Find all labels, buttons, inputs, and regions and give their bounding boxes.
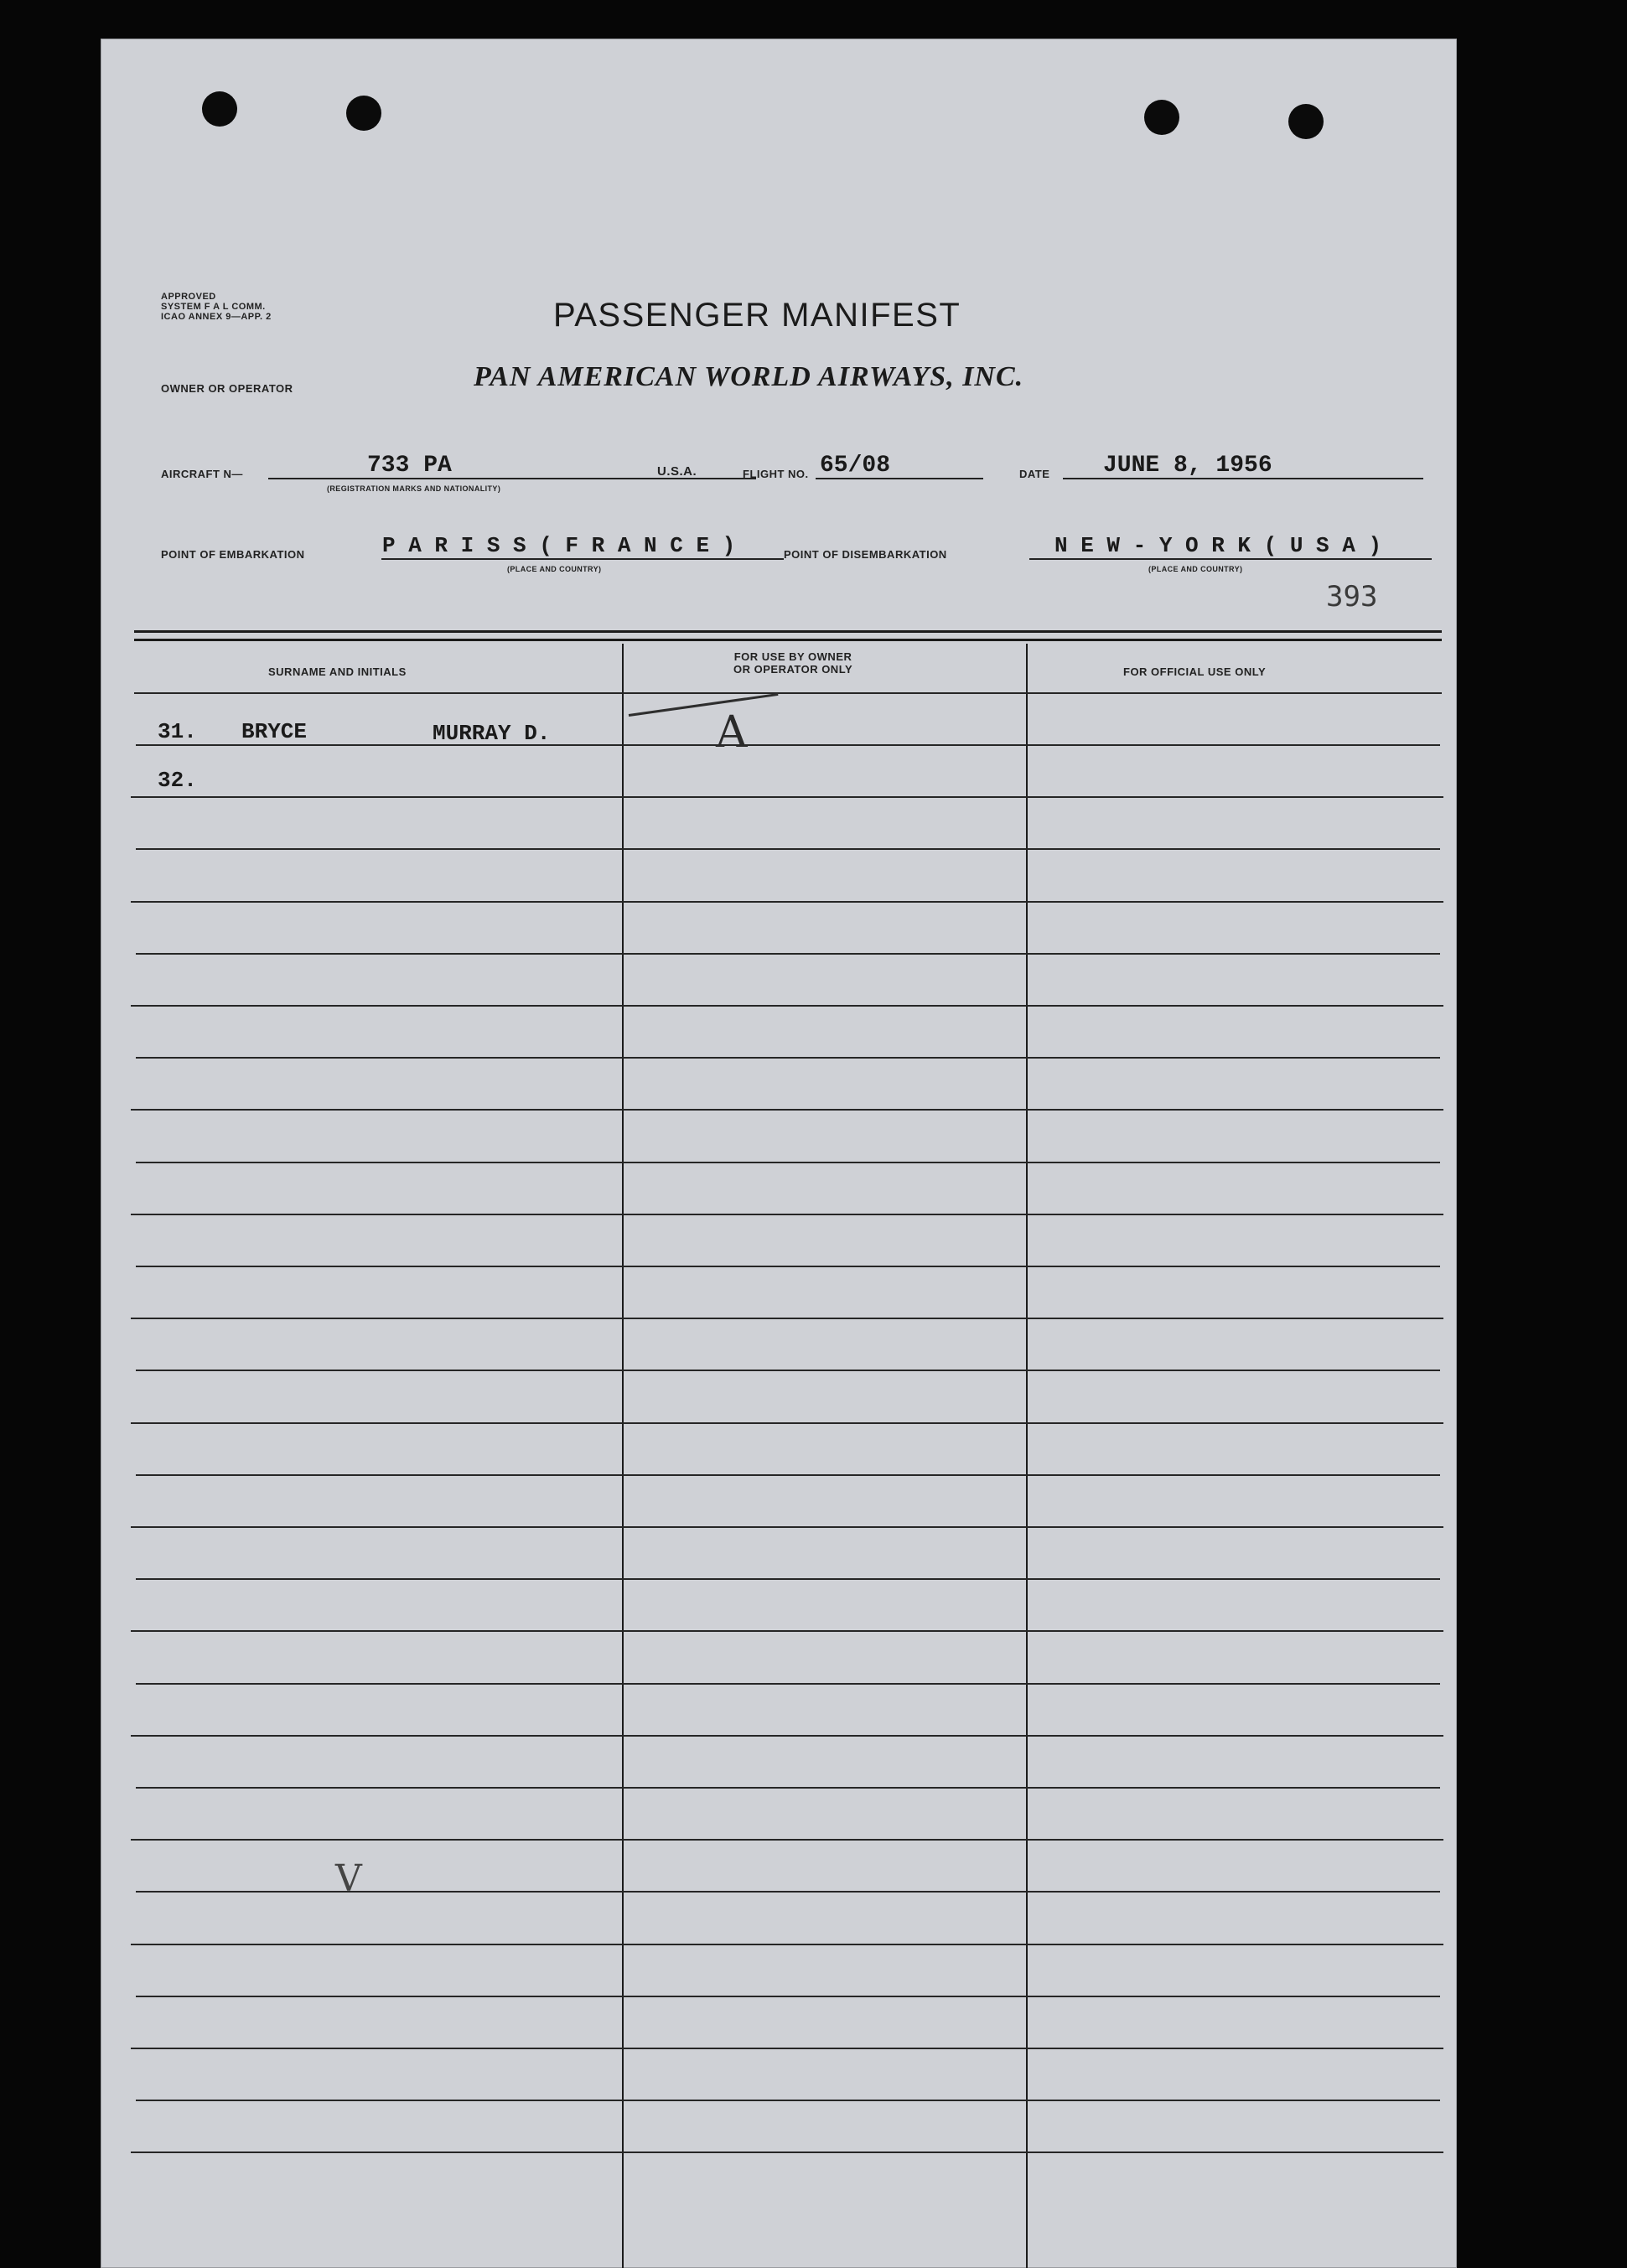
- manifest-sheet: [101, 39, 1457, 2268]
- table-row-line: [131, 1944, 1443, 1945]
- registration-caption: (REGISTRATION MARKS AND NATIONALITY): [327, 484, 501, 493]
- table-row-line: [136, 1057, 1440, 1059]
- approval-line: APPROVED: [161, 292, 216, 302]
- table-row-line: [136, 2100, 1440, 2101]
- operator-mark: A: [716, 707, 748, 758]
- pencil-stroke: [629, 693, 779, 717]
- embarkation-label: POINT OF EMBARKATION: [161, 548, 305, 561]
- owner-use-line: OR OPERATOR ONLY: [733, 663, 853, 676]
- table-row-line: [136, 744, 1440, 746]
- table-row-line: [131, 1630, 1443, 1632]
- stamp-number: 393: [1326, 580, 1378, 614]
- table-row-line: [136, 1474, 1440, 1476]
- passenger-given-name: MURRAY D.: [433, 721, 551, 746]
- table-row-line: [131, 1735, 1443, 1737]
- date-label: DATE: [1019, 468, 1050, 480]
- disembarkation-label: POINT OF DISEMBARKATION: [784, 548, 947, 561]
- column-header-owner-use: [733, 650, 852, 676]
- table-row-line: [131, 1526, 1443, 1528]
- approval-note: [161, 292, 272, 322]
- airline-name: PAN AMERICAN WORLD AIRWAYS, INC.: [474, 361, 1024, 392]
- punch-hole: [202, 91, 237, 127]
- table-row-line: [131, 796, 1443, 798]
- owner-label: OWNER OR OPERATOR: [161, 382, 293, 395]
- table-row-line: [136, 1683, 1440, 1685]
- table-row-line: [131, 1005, 1443, 1007]
- column-header-surname: SURNAME AND INITIALS: [268, 665, 407, 678]
- column-divider: [622, 644, 624, 2268]
- table-row-line: [136, 1162, 1440, 1163]
- row-number: 31.: [158, 719, 197, 744]
- flight-label: FLIGHT NO.: [743, 468, 809, 480]
- punch-hole: [1144, 100, 1179, 135]
- country-label: U.S.A.: [657, 464, 697, 479]
- owner-use-line: FOR USE BY OWNER: [733, 650, 852, 663]
- table-row-line: [131, 1318, 1443, 1319]
- approval-line: SYSTEM F A L COMM.: [161, 302, 266, 312]
- table-row-line: [136, 1787, 1440, 1789]
- table-row-line: [136, 1370, 1440, 1371]
- aircraft-value: 733 PA: [367, 453, 452, 479]
- embarkation-caption: (PLACE AND COUNTRY): [507, 565, 602, 573]
- table-row-line: [131, 1214, 1443, 1215]
- date-value: JUNE 8, 1956: [1103, 453, 1272, 479]
- table-row-line: [131, 1109, 1443, 1111]
- passenger-surname: BRYCE: [241, 719, 308, 744]
- flight-value: 65/08: [820, 453, 891, 479]
- table-row-line: [136, 1891, 1440, 1893]
- table-row-line: [136, 1996, 1440, 1997]
- punch-hole: [346, 96, 381, 131]
- table-row-line: [131, 2048, 1443, 2049]
- column-divider: [1026, 644, 1028, 2268]
- table-row-line: [131, 901, 1443, 903]
- disembarkation-value: N E W - Y O R K ( U S A ): [1054, 533, 1382, 558]
- disembarkation-caption: (PLACE AND COUNTRY): [1148, 565, 1243, 573]
- table-row-line: [131, 2151, 1443, 2153]
- table-row-line: [136, 1578, 1440, 1580]
- table-row-line: [136, 848, 1440, 850]
- table-row-line: [131, 1839, 1443, 1841]
- punch-hole: [1288, 104, 1324, 139]
- approval-line: ICAO ANNEX 9—APP. 2: [161, 312, 272, 322]
- table-row-line: [136, 953, 1440, 955]
- handwritten-mark: V: [335, 1857, 362, 1900]
- aircraft-label: AIRCRAFT N—: [161, 468, 243, 480]
- column-header-official-use: FOR OFFICIAL USE ONLY: [1123, 665, 1267, 678]
- page-title: PASSENGER MANIFEST: [553, 297, 961, 334]
- table-row-line: [136, 1266, 1440, 1267]
- row-number: 32.: [158, 768, 197, 793]
- table-row-line: [131, 1422, 1443, 1424]
- embarkation-value: P A R I S S ( F R A N C E ): [382, 533, 736, 558]
